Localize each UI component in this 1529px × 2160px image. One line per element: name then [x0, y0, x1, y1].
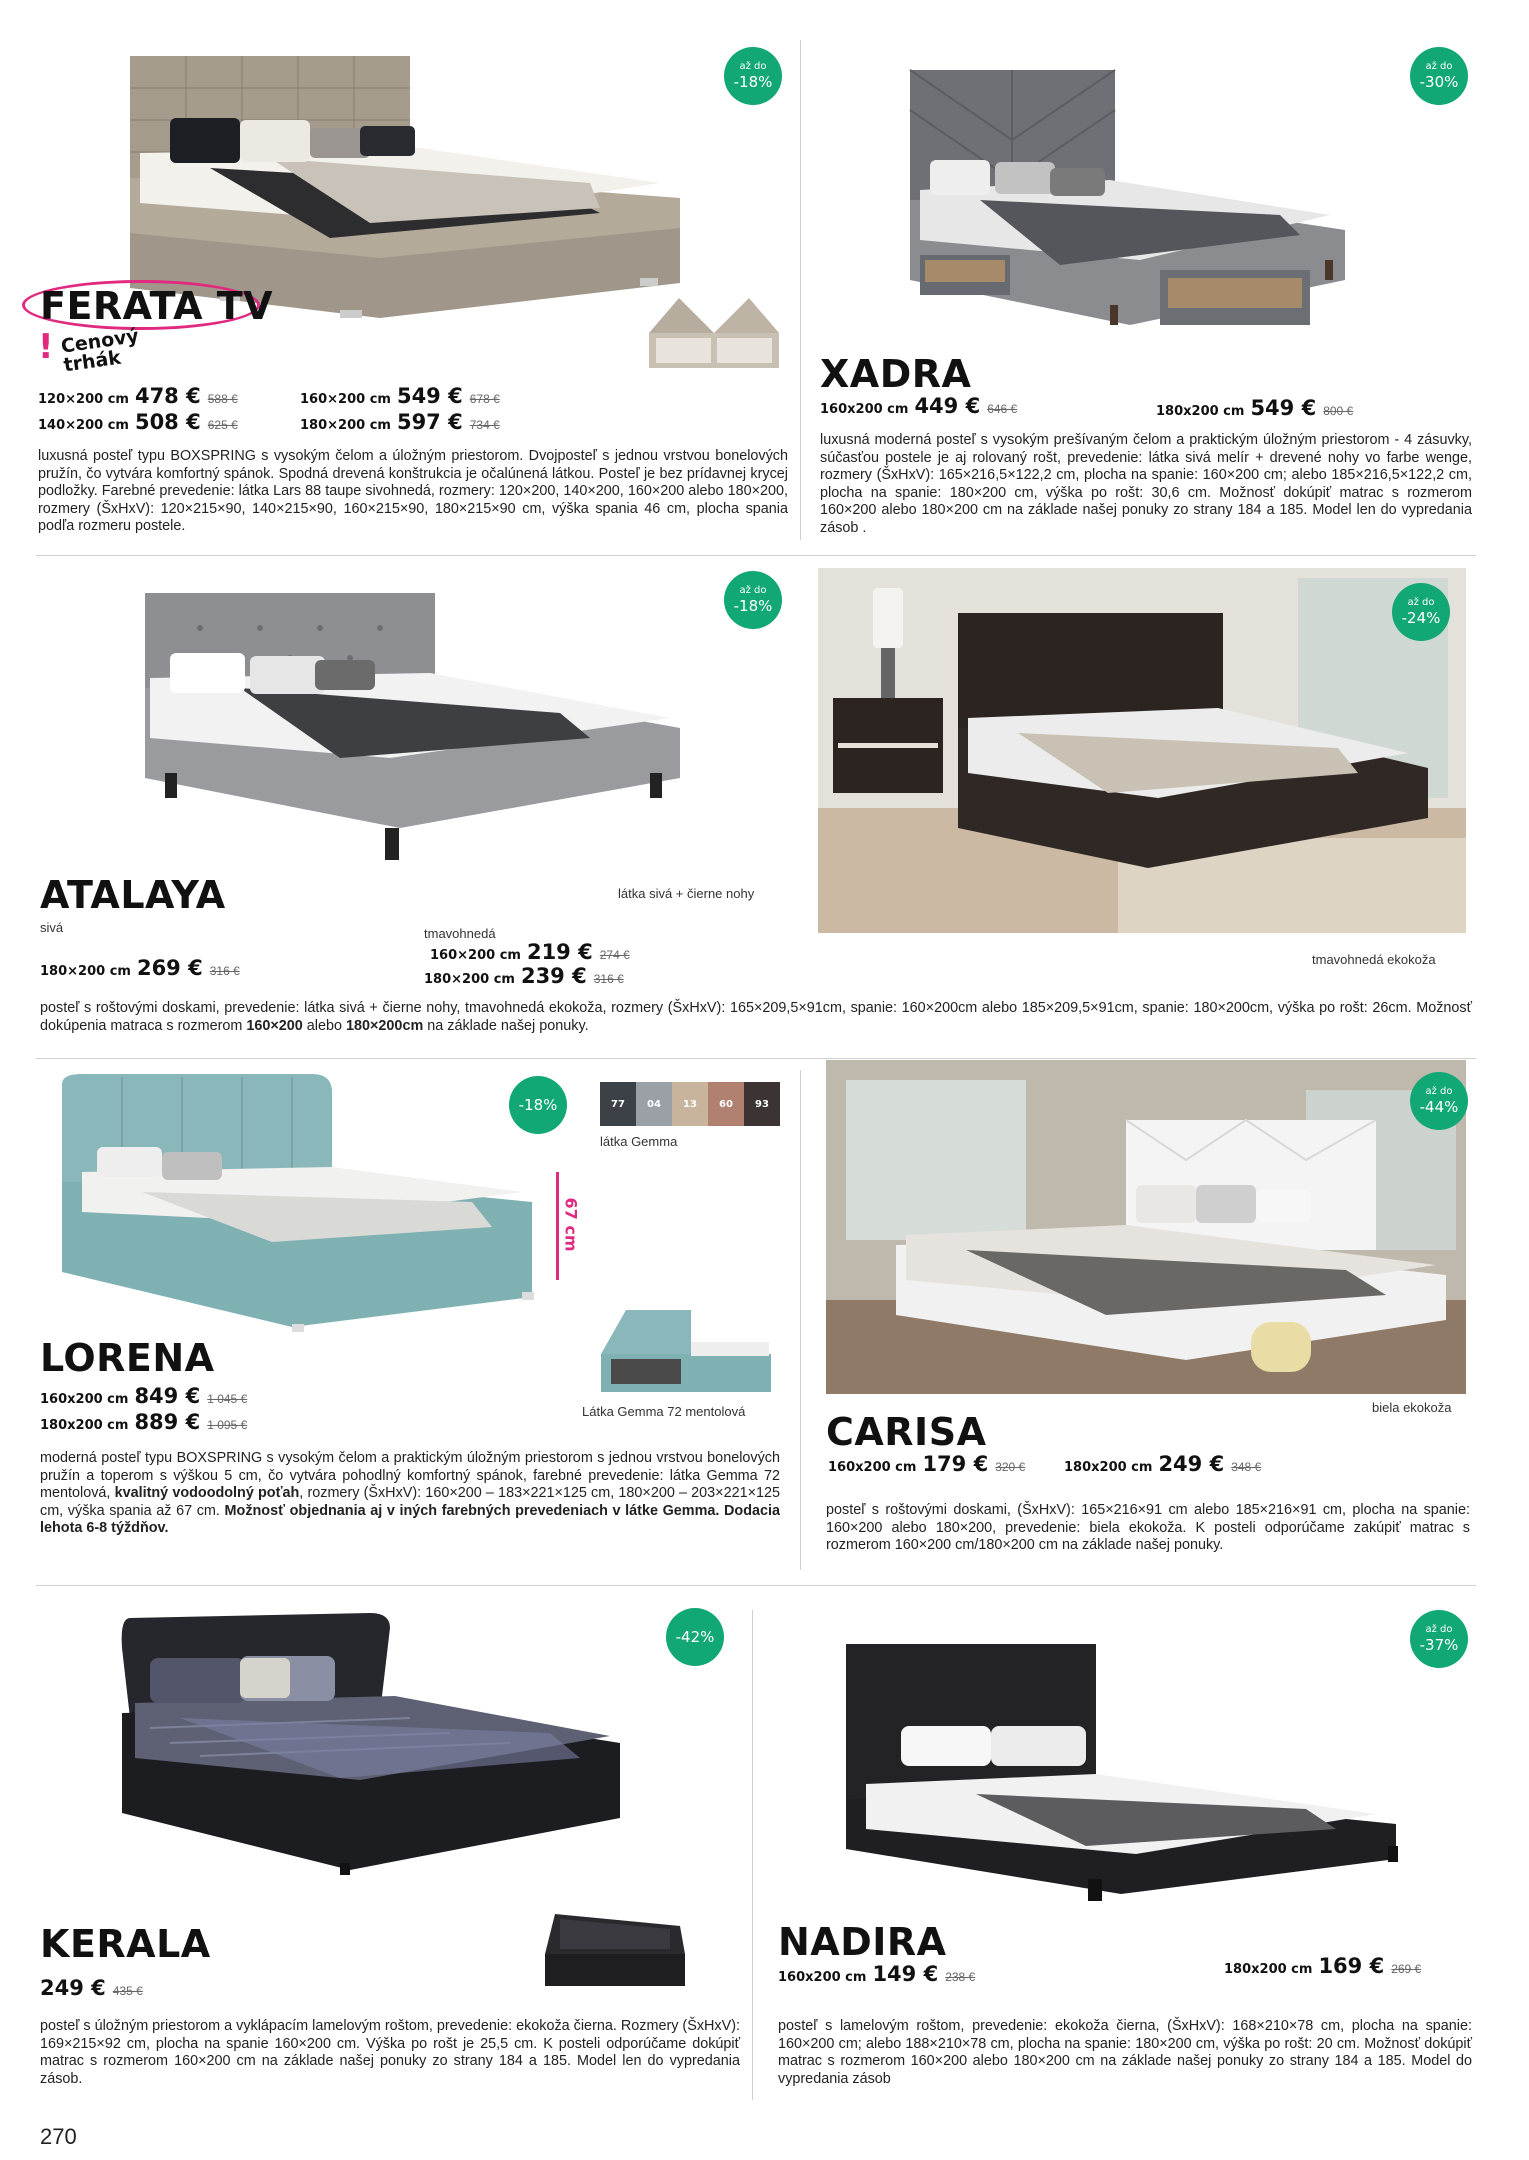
- atalaya-price-grey-180: 180×200 cm 269 € 316 €: [40, 956, 240, 980]
- section-divider: [36, 1585, 1476, 1586]
- xadra-title: XADRA: [820, 352, 972, 396]
- swatch-93[interactable]: 93: [744, 1082, 780, 1126]
- lorena-height-label: 67 cm: [561, 1197, 581, 1252]
- atalaya-leather-bed-photo: [818, 568, 1466, 933]
- ferata-price-120: 120×200 cm 478 € 588 €: [38, 384, 238, 408]
- carisa-price-180: 180x200 cm 249 € 348 €: [1064, 1452, 1262, 1476]
- carisa-price-160: 160x200 cm 179 € 320 €: [828, 1452, 1026, 1476]
- ferata-storage-photo: [644, 288, 784, 378]
- kerala-price: 249 € 435 €: [40, 1976, 143, 2000]
- lorena-swatch-row: [600, 1082, 780, 1126]
- nadira-price-160: 160x200 cm 149 € 238 €: [778, 1962, 976, 1986]
- swatch-13[interactable]: 13: [672, 1082, 708, 1126]
- atalaya-description: posteľ s roštovými doskami, prevedenie: látka sivá + čierne nohy, tmavohnedá ekokoža, rozmery (ŠxHxV): 165×209,5×91cm, spanie: 160×200cm alebo 185×209,5×91cm, spanie: 180×200cm, výška po rošt: 26cm. Možnosť dokúpenia matraca s rozmerom 160×200 alebo 180×200cm na základe našej ponuky.: [40, 1000, 1472, 1034]
- nadira-title: NADIRA: [778, 1920, 947, 1964]
- kerala-description: posteľ s úložným priestorom a vyklápacím lamelovým roštom, prevedenie: ekokoža čierna. Rozmery (ŠxHxV): 169×215×92 cm, plocha na spanie 160×200 cm. Výška po rošt je 25,5 cm. K posteli odporúčame dokúpiť matrac s rozmerom 160×200 cm na základe našej ponuky zo strany 184 a 185. Model len do vypredania zásob.: [40, 2018, 740, 2087]
- atalaya-price-brown-180: 180×200 cm 239 € 316 €: [424, 964, 624, 988]
- carisa-description: posteľ s roštovými doskami, (ŠxHxV): 165×216×91 cm alebo 185×216×91 cm, plocha na spanie: 160×200 alebo 180×200, prevedenie: biela ekokoža. K posteli odporúčame zakúpiť matrac s rozmerom 160×200 cm/180×200 cm na základe našej ponuky.: [826, 1502, 1470, 1553]
- carisa-bed-photo: [826, 1060, 1466, 1394]
- column-divider: [800, 1070, 801, 1570]
- lorena-title: LORENA: [40, 1336, 215, 1380]
- atalaya-grey-discount-badge: až do -18%: [724, 571, 782, 629]
- lorena-height-arrow: [556, 1172, 559, 1280]
- ferata-discount-badge: až do -18%: [724, 47, 782, 105]
- xadra-price-160: 160x200 cm 449 € 646 €: [820, 394, 1018, 418]
- kerala-storage-photo: [540, 1914, 690, 1998]
- lorena-description: moderná posteľ typu BOXSPRING s vysokým čelom a praktickým úložným priestorom s jednou vrstvou bonelových pružín a toperom s výškou 5 cm, čo vytvára pohodlný komfortný spánok, farebné prevedenie: látka Gemma 72 mentolová, kvalitný vodoodolný poťah, rozmery (ŠxHxV): 160×200 – 183×221×125 cm, 180×200 – 203×221×125 cm, výška spania až 67 cm. Možnosť objednania aj v iných farebných prevedeniach v látke Gemma. Dodacia lehota 6-8 týždňov.: [40, 1450, 780, 1536]
- nadira-bed-photo: [836, 1634, 1406, 1904]
- lorena-discount-badge: -18%: [509, 1076, 567, 1134]
- lorena-fabric-label: Látka Gemma 72 mentolová: [582, 1404, 746, 1419]
- xadra-bed-photo: [900, 50, 1360, 350]
- ferata-exclamation-icon: !: [38, 327, 54, 367]
- kerala-bed-photo: [110, 1608, 630, 1876]
- swatch-77[interactable]: 77: [600, 1082, 636, 1126]
- lorena-swatch-caption: látka Gemma: [600, 1134, 678, 1149]
- xadra-description: luxusná moderná posteľ s vysokým prešívaným čelom a praktickým úložným priestorom - 4 zásuvky, súčasťou postele je aj rolovaný rošt, prevedenie: látka sivá melír + drevené nohy vo farbe wenge, rozmery (ŠxHxV): 165×216,5×122,2 cm, plocha na spanie: 160×200 cm; alebo 185×216,5×122,2 cm, plocha na spanie: 180×200 cm, výška po rošt: 30,6 cm. Možnosť dokúpiť matrac s rozmerom 160×200 alebo 180×200 cm na základe našej ponuky zo strany 184 a 185. Model len do vypredania zásob .: [820, 432, 1472, 536]
- lorena-storage-photo: [596, 1304, 776, 1400]
- atalaya-title: ATALAYA: [40, 873, 226, 917]
- xadra-discount-badge: až do -30%: [1410, 47, 1468, 105]
- ferata-tag: Cenový trhák: [59, 324, 141, 377]
- column-divider: [752, 1610, 753, 2100]
- atalaya-price-brown-160: 160×200 cm 219 € 274 €: [430, 940, 630, 964]
- lorena-price-180: 180x200 cm 889 € 1 095 €: [40, 1410, 248, 1434]
- atalaya-leather-label: tmavohnedá ekokoža: [1312, 952, 1436, 967]
- ferata-price-180: 180×200 cm 597 € 734 €: [300, 410, 500, 434]
- atalaya-color-brown: tmavohnedá: [424, 926, 496, 941]
- carisa-label: biela ekokoža: [1372, 1400, 1452, 1415]
- section-divider: [36, 1058, 1476, 1059]
- nadira-description: posteľ s lamelovým roštom, prevedenie: ekokoža čierna, (ŠxHxV): 168×210×78 cm, plocha na spanie: 160×200 cm; alebo 188×210×78 cm, plocha na spanie: 180×200 cm, výška po rošt: 20 cm. Možnosť dokúpiť matrac s rozmerom 160×200 alebo 180×200 cm na základe našej ponuky zo strany 184 a 185. Model do vypredania zásob: [778, 2018, 1472, 2087]
- lorena-bed-photo: [52, 1072, 542, 1342]
- nadira-price-180: 180x200 cm 169 € 269 €: [1224, 1954, 1422, 1978]
- kerala-discount-badge: -42%: [666, 1608, 724, 1666]
- ferata-price-140: 140×200 cm 508 € 625 €: [38, 410, 238, 434]
- kerala-title: KERALA: [40, 1922, 211, 1966]
- section-divider: [36, 555, 1476, 556]
- ferata-price-160: 160×200 cm 549 € 678 €: [300, 384, 500, 408]
- atalaya-fabric-label: látka sivá + čierne nohy: [618, 886, 755, 901]
- ferata-description: luxusná posteľ typu BOXSPRING s vysokým čelom a úložným priestorom. Dvojposteľ s jednou vrstvou bonelových pružín, čo vytvára komfortný spánok. Spodná drevená konštrukcia je očalúnená látkou. Posteľ je bez prídavnej krycej podložky. Farebné prevedenie: látka Lars 88 taupe sivohnedá, rozmery: 120×200, 140×200, 160×200 alebo 180×200, rozmery (ŠxHxV): 120×215×90, 140×215×90, 160×215×90, 180×215×90 cm, výška spania 46 cm, plocha spania podľa rozmeru postele.: [38, 448, 788, 534]
- swatch-04[interactable]: 04: [636, 1082, 672, 1126]
- carisa-discount-badge: až do -44%: [1410, 1072, 1468, 1130]
- ferata-title: FERATA TV: [40, 284, 274, 328]
- swatch-60[interactable]: 60: [708, 1082, 744, 1126]
- nadira-discount-badge: až do -37%: [1410, 1610, 1468, 1668]
- lorena-price-160: 160x200 cm 849 € 1 045 €: [40, 1384, 248, 1408]
- atalaya-fabric-bed-photo: [140, 588, 680, 868]
- column-divider: [800, 40, 801, 540]
- atalaya-color-grey: sivá: [40, 920, 64, 935]
- carisa-title: CARISA: [826, 1410, 987, 1454]
- page-number: 270: [40, 2124, 77, 2149]
- atalaya-brown-discount-badge: až do -24%: [1392, 583, 1450, 641]
- xadra-price-180: 180x200 cm 549 € 800 €: [1156, 396, 1354, 420]
